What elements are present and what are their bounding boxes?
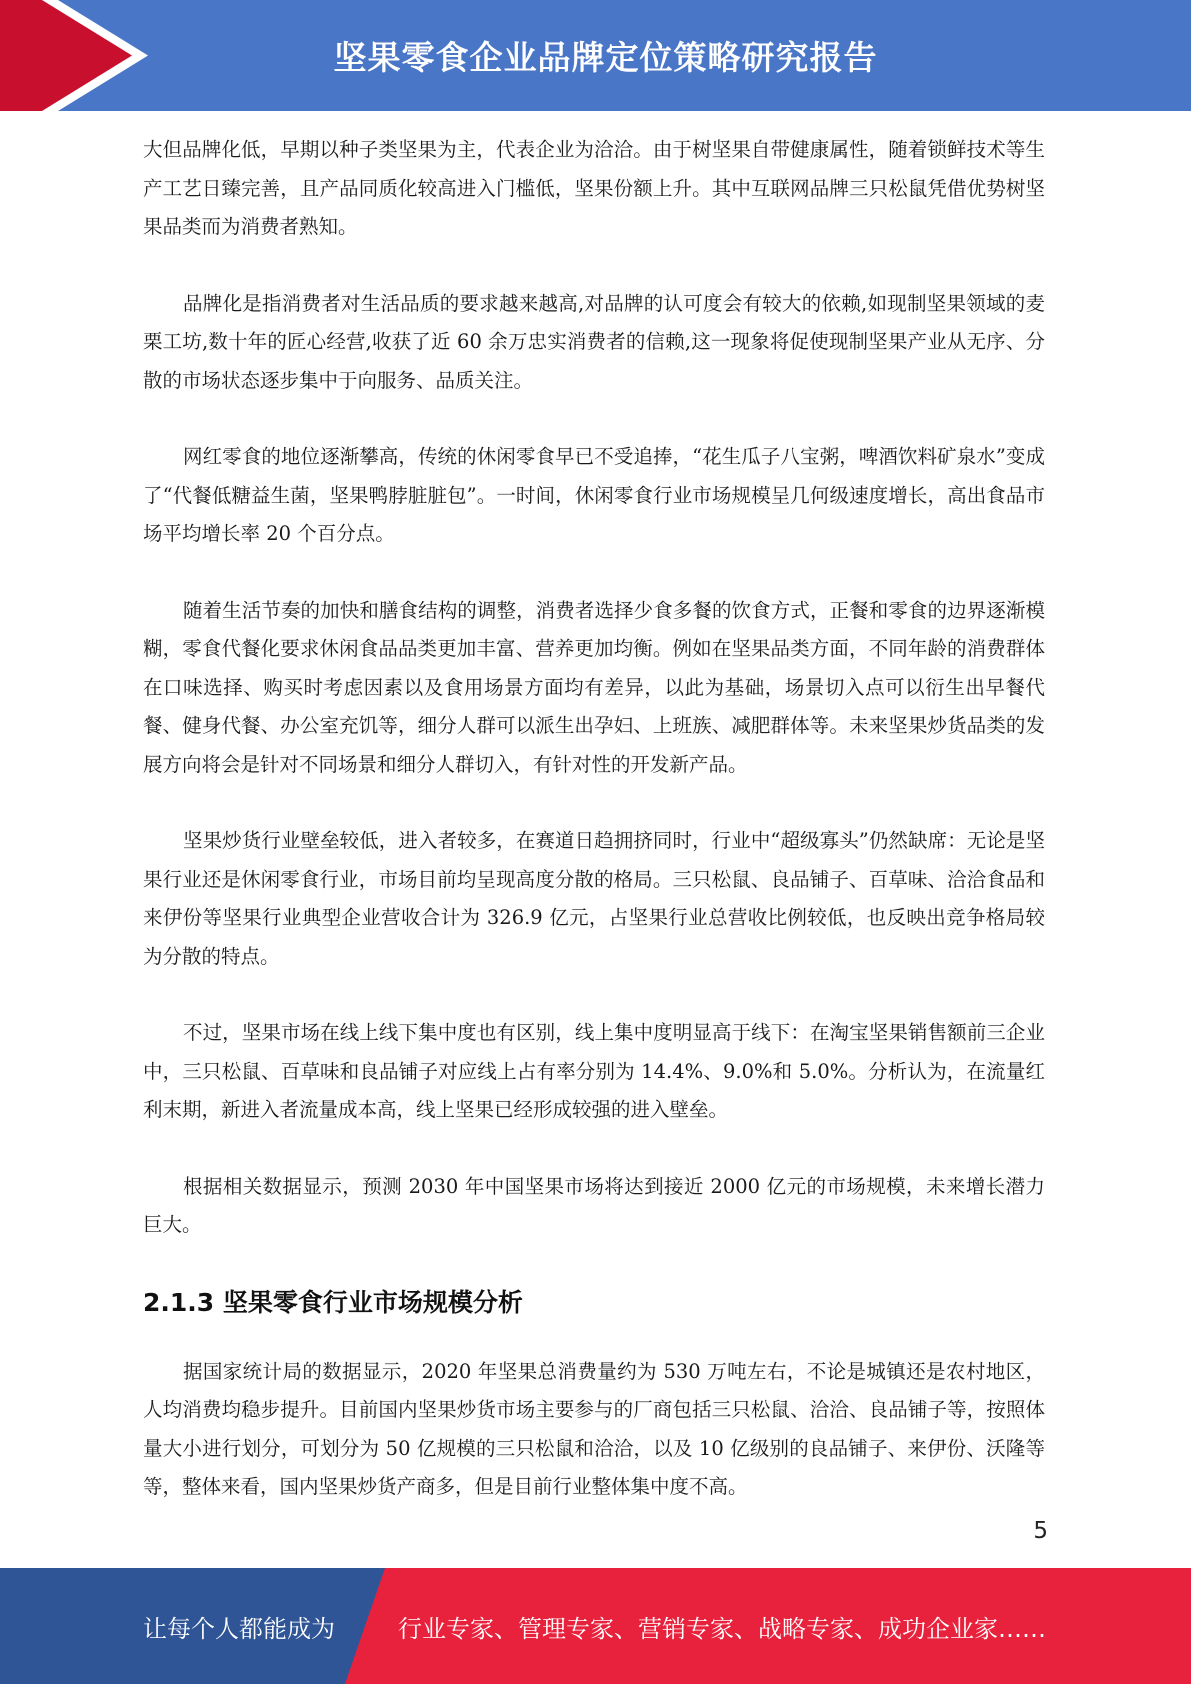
header-title: 坚果零食企业品牌定位策略研究报告: [333, 38, 878, 77]
paragraph-3: 网红零食的地位逐渐攀高，传统的休闲零食早已不受追捧，“花生瓜子八宝粥，啤酒饮料矿泉水”变成了“代餐低糖益生菌，坚果鸭脖脏脏包”。一时间，休闲零食行业市场规模呈几何级速度增长，高出食品市场平均增长率 20 个百分点。: [143, 445, 1045, 545]
footer-slogan-right: 行业专家、管理专家、营销专家、战略专家、成功企业家……: [398, 1614, 1046, 1643]
section-paragraph: 据国家统计局的数据显示，2020 年坚果总消费量约为 530 万吨左右，不论是城镇还是农村地区，人均消费均稳步提升。目前国内坚果炒货市场主要参与的厂商包括三只松鼠、洽洽、良品铺子等，按照体量大小进行划分，可划分为 50 亿规模的三只松鼠和洽洽，以及 10 亿级别的良品铺子、来伊份、沃隆等等，整体来看，国内坚果炒货产商多，但是目前行业整体集中度不高。: [143, 1359, 1045, 1498]
paragraph-7: 根据相关数据显示，预测 2030 年中国坚果市场将达到接近 2000 亿元的市场规模，未来增长潜力巨大。: [143, 1174, 1045, 1236]
page-footer: [0, 1568, 1191, 1684]
paragraph-5: 坚果炒货行业壁垒较低，进入者较多，在赛道日趋拥挤同时，行业中“超级寡头”仍然缺席：无论是坚果行业还是休闲零食行业，市场目前均呈现高度分散的格局。三只松鼠、良品铺子、百草味、洽洽食品和来伊份等坚果行业典型企业营收合计为 326.9 亿元，占坚果行业总营收比例较低，也反映出竞争格局较为分散的特点。: [143, 829, 1045, 968]
paragraph-4: 随着生活节奏的加快和膳食结构的调整，消费者选择少食多餐的饮食方式，正餐和零食的边界逐渐模糊，零食代餐化要求休闲食品品类更加丰富、营养更加均衡。例如在坚果品类方面，不同年龄的消费群体在口味选择、购买时考虑因素以及食用场景方面均有差异，以此为基础，场景切入点可以衍生出早餐代餐、健身代餐、办公室充饥等，细分人群可以派生出孕妇、上班族、减肥群体等。未来坚果炒货品类的发展方向将会是针对不同场景和细分人群切入，有针对性的开发新产品。: [143, 598, 1045, 776]
paragraph-6: 不过，坚果市场在线上线下集中度也有区别，线上集中度明显高于线下：在淘宝坚果销售额前三企业中，三只松鼠、百草味和良品铺子对应线上占有率分别为 14.4%、9.0%和 5.0%。分析认为，在流量红利末期，新进入者流量成本高，线上坚果已经形成较强的进入壁垒。: [143, 1021, 1045, 1121]
paragraph-1: 大但品牌化低，早期以种子类坚果为主，代表企业为洽洽。由于树坚果自带健康属性，随着锁鲜技术等生产工艺日臻完善，且产品同质化较高进入门槛低，坚果份额上升。其中互联网品牌三只松鼠凭借优势树坚果品类而为消费者熟知。: [143, 138, 1045, 238]
footer-slogan-left: 让每个人都能成为: [143, 1614, 335, 1643]
page-header: [0, 0, 1191, 111]
document-body: [143, 131, 1045, 1545]
section-heading: 2.1.3 坚果零食行业市场规模分析: [143, 1287, 523, 1317]
paragraph-2: 品牌化是指消费者对生活品质的要求越来越高,对品牌的认可度会有较大的依赖,如现制坚果领域的麦栗工坊,数十年的匠心经营,收获了近 60 余万忠实消费者的信赖,这一现象将促使现制坚果产业从无序、分散的市场状态逐步集中于向服务、品质关注。: [143, 291, 1045, 392]
page-number: 5: [1033, 1518, 1048, 1544]
